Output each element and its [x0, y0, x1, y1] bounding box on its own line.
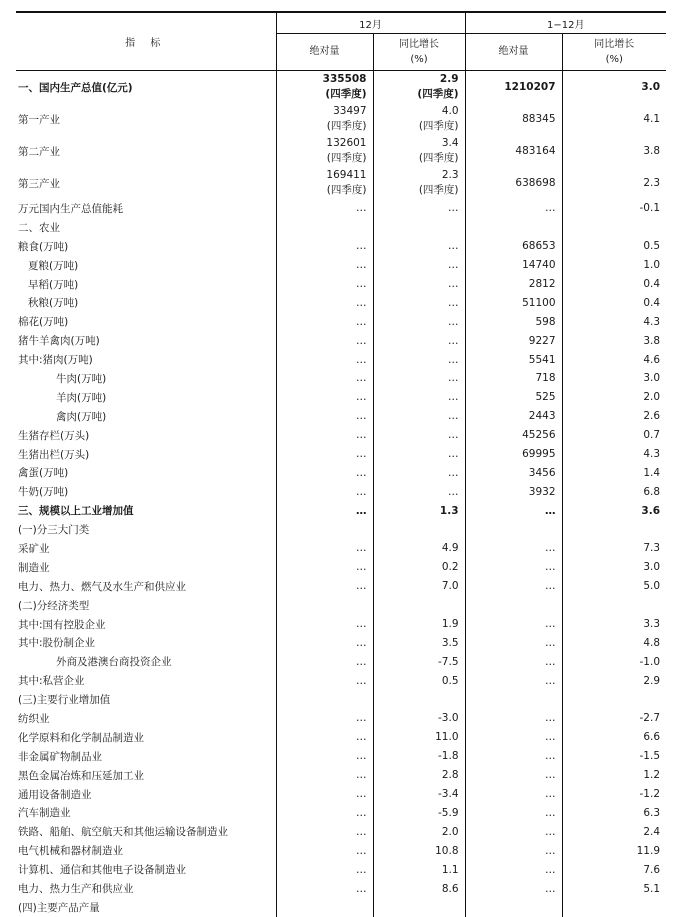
- ytd-yoy-cell: 3.0: [562, 369, 666, 388]
- dec-yoy-cell: …: [373, 256, 465, 275]
- ytd-abs-cell: …: [465, 671, 562, 690]
- dec-abs-cell-value: 335508: [322, 73, 367, 85]
- row-label: 秋粮(万吨): [28, 297, 79, 310]
- table-header: [16, 12, 666, 71]
- row-label: 粮食(万吨): [18, 240, 69, 253]
- ytd-yoy-cell: 2.9: [562, 671, 666, 690]
- ytd-abs-cell: 9227: [465, 331, 562, 350]
- dec-abs-cell: …: [276, 539, 373, 558]
- dec-yoy-cell: …: [373, 293, 465, 312]
- dec-yoy-cell: …: [373, 331, 465, 350]
- ytd-yoy-cell: 6.8: [562, 482, 666, 501]
- table-row: [16, 350, 666, 369]
- ytd-yoy-cell: -0.1: [562, 199, 666, 218]
- dec-abs-cell: …: [276, 256, 373, 275]
- ytd-abs-cell: …: [465, 822, 562, 841]
- ytd-abs-cell: …: [465, 199, 562, 218]
- table-row: [16, 539, 666, 558]
- ytd-abs-cell: [465, 218, 562, 237]
- dec-abs-cell: …: [276, 633, 373, 652]
- dec-yoy-cell: 2.0: [373, 822, 465, 841]
- dec-yoy-cell: [373, 218, 465, 237]
- row-label: 第一产业: [18, 113, 60, 126]
- row-label: 牛奶(万吨): [18, 486, 69, 499]
- ytd-yoy-header-line2: (%): [605, 54, 623, 65]
- row-label: 夏粮(万吨): [28, 259, 79, 272]
- dec-abs-cell: …: [276, 350, 373, 369]
- table-row: [16, 167, 666, 199]
- ytd-abs-cell: [465, 520, 562, 539]
- dec-abs-cell: …: [276, 577, 373, 596]
- table-row: [16, 103, 666, 135]
- dec-abs-cell-value: 132601: [326, 137, 367, 149]
- dec-yoy-cell: 8.6: [373, 879, 465, 898]
- table-row: [16, 312, 666, 331]
- dec-yoy-cell: …: [373, 199, 465, 218]
- dec-abs-cell-note: (四季度): [326, 152, 367, 164]
- table-row: [16, 804, 666, 823]
- row-label: 化学原料和化学制品制造业: [18, 731, 144, 744]
- dec-yoy-cell: …: [373, 426, 465, 445]
- table-row: [16, 615, 666, 634]
- table-row: [16, 275, 666, 294]
- ytd-yoy-cell: 2.4: [562, 822, 666, 841]
- ytd-abs-cell: [465, 898, 562, 917]
- dec-abs-cell: …: [276, 445, 373, 464]
- ytd-abs-cell: …: [465, 879, 562, 898]
- dec-yoy-cell-value: 4.0: [441, 105, 459, 117]
- table-row: [16, 199, 666, 218]
- ytd-yoy-cell: [562, 596, 666, 615]
- dec-abs-cell: …: [276, 388, 373, 407]
- row-label: 万元国内生产总值能耗: [18, 202, 123, 215]
- dec-abs-cell: …: [276, 558, 373, 577]
- dec-abs-cell: …: [276, 407, 373, 426]
- ytd-abs-cell: …: [465, 615, 562, 634]
- ytd-abs-cell: …: [465, 804, 562, 823]
- ytd-yoy-cell: 11.9: [562, 841, 666, 860]
- ytd-yoy-cell: 4.8: [562, 633, 666, 652]
- ytd-yoy-cell: 1.0: [562, 256, 666, 275]
- dec-yoy-cell-note: (四季度): [418, 120, 459, 132]
- ytd-abs-cell: 483164: [465, 135, 562, 167]
- row-label: 通用设备制造业: [18, 788, 92, 801]
- row-label: 电力、热力、燃气及水生产和供应业: [18, 580, 186, 593]
- row-label: 汽车制造业: [18, 807, 71, 820]
- row-label: 铁路、船舶、航空航天和其他运输设备制造业: [18, 826, 228, 839]
- ytd-yoy-cell: 6.3: [562, 804, 666, 823]
- ytd-abs-cell: 69995: [465, 445, 562, 464]
- row-label: (三)主要行业增加值: [18, 694, 111, 707]
- table-row: [16, 135, 666, 167]
- dec-abs-cell: …: [276, 860, 373, 879]
- row-label: 第三产业: [18, 177, 60, 190]
- dec-abs-cell: …: [276, 785, 373, 804]
- dec-abs-cell: …: [276, 426, 373, 445]
- dec-abs-cell: [276, 71, 373, 104]
- ytd-yoy-cell: 5.1: [562, 879, 666, 898]
- dec-abs-cell-note: (四季度): [325, 88, 367, 100]
- table-row: [16, 766, 666, 785]
- ytd-yoy-cell: 7.6: [562, 860, 666, 879]
- table-row: [16, 426, 666, 445]
- table-row: [16, 293, 666, 312]
- ytd-yoy-cell: 1.2: [562, 766, 666, 785]
- dec-yoy-cell: 11.0: [373, 728, 465, 747]
- ytd-yoy-cell: 0.5: [562, 237, 666, 256]
- table-row: [16, 596, 666, 615]
- dec-abs-cell: …: [276, 369, 373, 388]
- dec-yoy-cell: 4.9: [373, 539, 465, 558]
- ytd-yoy-cell: 6.6: [562, 728, 666, 747]
- ytd-yoy-header: [562, 34, 666, 71]
- ytd-abs-cell: …: [465, 539, 562, 558]
- row-label: 采矿业: [18, 542, 50, 555]
- table-row: [16, 747, 666, 766]
- ytd-abs-header: 绝对量: [465, 34, 562, 71]
- table-row: [16, 331, 666, 350]
- ytd-yoy-cell: 3.3: [562, 615, 666, 634]
- ytd-abs-cell: 638698: [465, 167, 562, 199]
- dec-abs-cell: …: [276, 275, 373, 294]
- dec-abs-cell: [276, 596, 373, 615]
- ytd-abs-cell: 3456: [465, 463, 562, 482]
- ytd-yoy-cell: 3.8: [562, 331, 666, 350]
- dec-abs-cell: [276, 898, 373, 917]
- row-label: 电气机械和器材制造业: [18, 845, 123, 858]
- row-label: 电力、热力生产和供应业: [18, 883, 134, 895]
- table-row: [16, 633, 666, 652]
- ytd-abs-cell: …: [465, 785, 562, 804]
- dec-yoy-cell: [373, 520, 465, 539]
- period-december-header: 12月: [276, 12, 465, 34]
- ytd-abs-cell: 1210207: [465, 71, 562, 104]
- ytd-abs-cell: …: [465, 577, 562, 596]
- table-row: [16, 577, 666, 596]
- ytd-yoy-cell: 3.8: [562, 135, 666, 167]
- ytd-yoy-cell: 4.3: [562, 312, 666, 331]
- dec-yoy-cell: 10.8: [373, 841, 465, 860]
- ytd-yoy-cell: 7.3: [562, 539, 666, 558]
- ytd-abs-cell: 598: [465, 312, 562, 331]
- ytd-yoy-cell: -1.5: [562, 747, 666, 766]
- ytd-yoy-cell: 3.0: [562, 558, 666, 577]
- table-row: [16, 445, 666, 464]
- dec-abs-cell: [276, 218, 373, 237]
- dec-yoy-cell: [373, 596, 465, 615]
- ytd-yoy-cell: 2.3: [562, 167, 666, 199]
- dec-abs-cell-value: 169411: [326, 169, 367, 181]
- table-row: [16, 709, 666, 728]
- dec-yoy-cell: …: [373, 312, 465, 331]
- dec-abs-cell: …: [276, 671, 373, 690]
- dec-abs-cell: …: [276, 482, 373, 501]
- ytd-abs-cell: …: [465, 501, 562, 520]
- dec-abs-cell: …: [276, 199, 373, 218]
- ytd-yoy-cell: [562, 520, 666, 539]
- dec-yoy-cell: [373, 898, 465, 917]
- ytd-abs-cell: 14740: [465, 256, 562, 275]
- row-label: 生猪存栏(万头): [18, 429, 90, 442]
- dec-yoy-cell: …: [373, 445, 465, 464]
- ytd-yoy-cell: 3.6: [562, 501, 666, 520]
- table-row: [16, 463, 666, 482]
- dec-yoy-cell: [373, 103, 465, 135]
- dec-yoy-cell-value: 2.9: [439, 73, 459, 85]
- table-row: [16, 520, 666, 539]
- ytd-yoy-cell: 4.1: [562, 103, 666, 135]
- dec-abs-cell: [276, 520, 373, 539]
- row-label: (四)主要产品产量: [18, 901, 100, 914]
- dec-yoy-cell: …: [373, 350, 465, 369]
- row-label: 猪牛羊禽肉(万吨): [18, 335, 100, 348]
- table-row: [16, 652, 666, 671]
- ytd-yoy-cell: 5.0: [562, 577, 666, 596]
- dec-abs-cell: …: [276, 804, 373, 823]
- dec-abs-cell: [276, 167, 373, 199]
- ytd-abs-cell: 718: [465, 369, 562, 388]
- row-label: 羊肉(万吨): [56, 391, 107, 404]
- dec-abs-cell: …: [276, 501, 373, 520]
- ytd-abs-cell: 88345: [465, 103, 562, 135]
- row-label: (一)分三大门类: [18, 524, 90, 537]
- dec-abs-cell: …: [276, 463, 373, 482]
- indicator-header: 指 标: [16, 12, 276, 71]
- dec-yoy-cell: -3.0: [373, 709, 465, 728]
- row-label: 其中:股份制企业: [18, 637, 96, 650]
- dec-abs-cell: …: [276, 312, 373, 331]
- ytd-yoy-cell: 3.0: [562, 71, 666, 104]
- dec-yoy-cell: [373, 690, 465, 709]
- table-row: [16, 841, 666, 860]
- ytd-yoy-cell: 0.4: [562, 293, 666, 312]
- ytd-yoy-cell: 4.3: [562, 445, 666, 464]
- dec-yoy-cell: 1.1: [373, 860, 465, 879]
- dec-abs-cell: …: [276, 237, 373, 256]
- dec-abs-cell: [276, 135, 373, 167]
- dec-yoy-cell: …: [373, 482, 465, 501]
- ytd-yoy-cell: 1.4: [562, 463, 666, 482]
- ytd-abs-cell: 2812: [465, 275, 562, 294]
- table-row: [16, 822, 666, 841]
- ytd-yoy-cell: -2.7: [562, 709, 666, 728]
- row-label: 一、国内生产总值(亿元): [18, 81, 133, 94]
- dec-yoy-cell: [373, 71, 465, 104]
- table-row: [16, 728, 666, 747]
- table-row: [16, 482, 666, 501]
- row-label: 第二产业: [18, 145, 60, 158]
- row-label: 非金属矿物制品业: [18, 750, 102, 763]
- dec-abs-cell: …: [276, 331, 373, 350]
- dec-yoy-cell: -3.4: [373, 785, 465, 804]
- ytd-abs-cell: …: [465, 747, 562, 766]
- row-label: 二、农业: [18, 221, 60, 234]
- dec-yoy-cell: -1.8: [373, 747, 465, 766]
- statistics-table: [16, 11, 666, 917]
- dec-abs-cell: …: [276, 766, 373, 785]
- dec-yoy-cell: 2.8: [373, 766, 465, 785]
- row-label: 其中:猪肉(万吨): [18, 354, 93, 367]
- ytd-yoy-cell: -1.0: [562, 652, 666, 671]
- dec-abs-cell: …: [276, 709, 373, 728]
- row-label: 牛肉(万吨): [56, 372, 107, 385]
- dec-yoy-header-line1: 同比增长: [399, 39, 439, 50]
- row-label: 禽肉(万吨): [56, 410, 107, 423]
- dec-yoy-cell: 1.3: [373, 501, 465, 520]
- table-row: [16, 237, 666, 256]
- dec-abs-cell-note: (四季度): [326, 120, 367, 132]
- ytd-abs-cell: …: [465, 633, 562, 652]
- dec-yoy-cell-value: 2.3: [441, 169, 459, 181]
- dec-abs-cell: …: [276, 841, 373, 860]
- row-label: 纺织业: [18, 712, 50, 725]
- period-ytd-header: 1−12月: [465, 12, 666, 34]
- row-label: 禽蛋(万吨): [18, 467, 69, 480]
- ytd-yoy-cell: 4.6: [562, 350, 666, 369]
- row-label: 三、规模以上工业增加值: [18, 505, 134, 518]
- ytd-abs-cell: …: [465, 766, 562, 785]
- dec-abs-cell-note: (四季度): [326, 184, 367, 196]
- dec-yoy-cell: [373, 135, 465, 167]
- dec-yoy-cell: …: [373, 463, 465, 482]
- dec-abs-cell: …: [276, 822, 373, 841]
- ytd-yoy-cell: [562, 898, 666, 917]
- row-label: 外商及港澳台商投资企业: [56, 656, 172, 669]
- row-label: 黑色金属冶炼和压延加工业: [18, 769, 144, 782]
- ytd-abs-cell: …: [465, 558, 562, 577]
- ytd-yoy-cell: 2.0: [562, 388, 666, 407]
- dec-yoy-cell: -5.9: [373, 804, 465, 823]
- ytd-abs-cell: 51100: [465, 293, 562, 312]
- table-row: [16, 879, 666, 898]
- ytd-abs-cell: 45256: [465, 426, 562, 445]
- table-row: [16, 898, 666, 917]
- dec-abs-cell: [276, 103, 373, 135]
- table-row: [16, 785, 666, 804]
- dec-yoy-cell: …: [373, 407, 465, 426]
- ytd-abs-cell: …: [465, 860, 562, 879]
- table-row: [16, 407, 666, 426]
- dec-yoy-header-line2: (%): [410, 54, 428, 65]
- ytd-abs-cell: 3932: [465, 482, 562, 501]
- table-row: [16, 388, 666, 407]
- ytd-yoy-header-line1: 同比增长: [594, 39, 635, 50]
- row-label: 棉花(万吨): [18, 316, 69, 329]
- ytd-abs-cell: …: [465, 652, 562, 671]
- table-row: [16, 501, 666, 520]
- dec-abs-cell: …: [276, 728, 373, 747]
- dec-yoy-cell: [373, 167, 465, 199]
- row-label: 其中:私营企业: [18, 675, 85, 688]
- dec-yoy-cell: 7.0: [373, 577, 465, 596]
- dec-yoy-header: [373, 34, 465, 71]
- dec-yoy-cell: 0.2: [373, 558, 465, 577]
- ytd-abs-cell: [465, 690, 562, 709]
- row-label: 计算机、通信和其他电子设备制造业: [18, 864, 186, 877]
- table-row: [16, 369, 666, 388]
- dec-abs-cell: [276, 690, 373, 709]
- dec-abs-cell: …: [276, 652, 373, 671]
- table-row: [16, 860, 666, 879]
- table-row: [16, 256, 666, 275]
- dec-yoy-cell: 3.5: [373, 633, 465, 652]
- dec-abs-cell: …: [276, 879, 373, 898]
- table-row: [16, 671, 666, 690]
- dec-yoy-cell: 1.9: [373, 615, 465, 634]
- dec-abs-cell-value: 33497: [333, 105, 367, 117]
- table-row: [16, 71, 666, 104]
- ytd-abs-cell: 2443: [465, 407, 562, 426]
- ytd-abs-cell: 68653: [465, 237, 562, 256]
- ytd-yoy-cell: -1.2: [562, 785, 666, 804]
- ytd-yoy-cell: 0.4: [562, 275, 666, 294]
- dec-abs-cell: …: [276, 747, 373, 766]
- row-label: 早稻(万吨): [28, 278, 79, 291]
- ytd-abs-cell: …: [465, 709, 562, 728]
- table-row: [16, 690, 666, 709]
- ytd-yoy-cell: [562, 218, 666, 237]
- dec-abs-header: 绝对量: [276, 34, 373, 71]
- row-label: 其中:国有控股企业: [18, 618, 106, 631]
- dec-abs-cell: …: [276, 615, 373, 634]
- dec-yoy-cell-note: (四季度): [417, 88, 459, 100]
- ytd-abs-cell: …: [465, 841, 562, 860]
- dec-yoy-cell: …: [373, 388, 465, 407]
- ytd-abs-cell: 525: [465, 388, 562, 407]
- dec-yoy-cell: 0.5: [373, 671, 465, 690]
- dec-yoy-cell-note: (四季度): [418, 152, 459, 164]
- table-row: [16, 558, 666, 577]
- row-label: (二)分经济类型: [18, 599, 90, 612]
- table-row: [16, 218, 666, 237]
- dec-yoy-cell: …: [373, 237, 465, 256]
- ytd-yoy-cell: 0.7: [562, 426, 666, 445]
- dec-abs-cell: …: [276, 293, 373, 312]
- dec-yoy-cell: -7.5: [373, 652, 465, 671]
- dec-yoy-cell-note: (四季度): [418, 184, 459, 196]
- table-body: [16, 71, 666, 917]
- ytd-abs-cell: …: [465, 728, 562, 747]
- dec-yoy-cell: …: [373, 275, 465, 294]
- ytd-yoy-cell: [562, 690, 666, 709]
- row-label: 生猪出栏(万头): [18, 448, 90, 461]
- ytd-yoy-cell: 2.6: [562, 407, 666, 426]
- ytd-abs-cell: [465, 596, 562, 615]
- dec-yoy-cell: …: [373, 369, 465, 388]
- ytd-abs-cell: 5541: [465, 350, 562, 369]
- dec-yoy-cell-value: 3.4: [441, 137, 459, 149]
- row-label: 制造业: [18, 561, 50, 574]
